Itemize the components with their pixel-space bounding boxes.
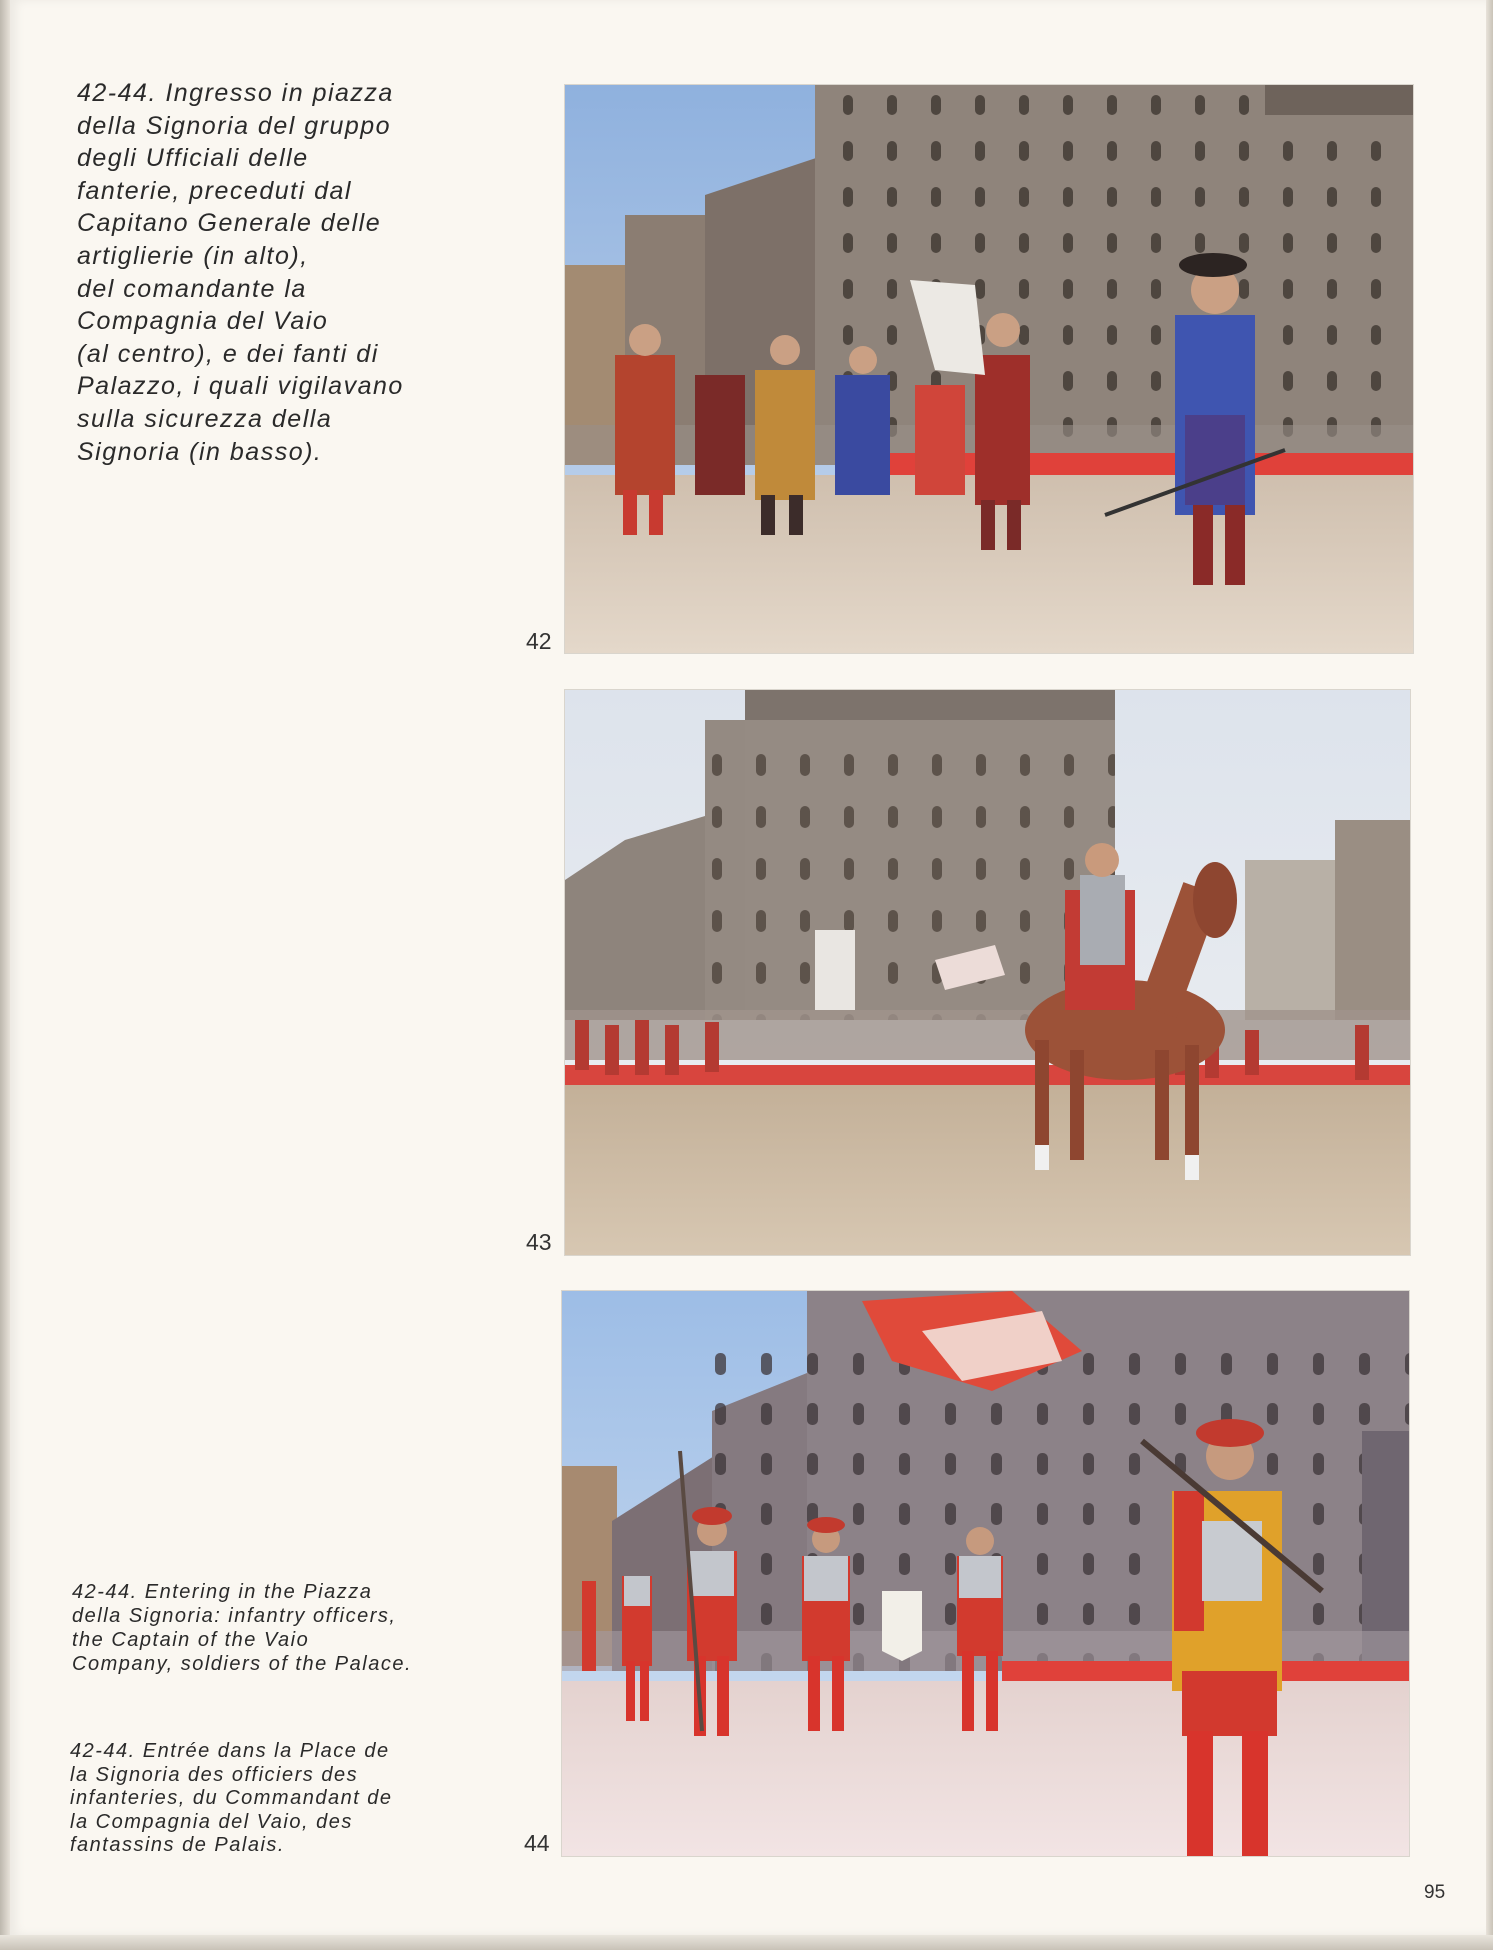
photo-number-43: 43: [526, 1229, 552, 1255]
photo-42-infantry-officers: [565, 85, 1413, 653]
photo-44-soldiers-of-palace: [562, 1291, 1409, 1856]
photo-43-captain-on-horseback: [565, 690, 1410, 1255]
caption-french: 42-44. Entrée dans la Place de la Signoria des officiers des infanteries, du Commandant de la Compagnia del Vaio, des fantassins de Palais.: [70, 1740, 393, 1857]
page-right-edge: [1486, 0, 1493, 1950]
page-bottom-edge: [0, 1935, 1493, 1950]
caption-english: 42-44. Entering in the Piazza della Signoria: infantry officers, the Captain of the Vaio Company, soldiers of the Palace.: [72, 1581, 413, 1675]
photo-number-44: 44: [524, 1830, 550, 1856]
book-binding-edge: [0, 0, 10, 1950]
caption-italian: 42-44. Ingresso in piazza della Signoria del gruppo degli Ufficiali delle fanterie, preceduti dal Capitano Generale delle artiglierie (in alto), del comandante la Compagnia del Vaio (al centro), e dei fanti di Palazzo, i quali vigilavano sulla sicurezza della Signoria (in basso).: [77, 79, 404, 466]
photo-number-42: 42: [526, 628, 552, 654]
page-number: 95: [1424, 1882, 1446, 1903]
